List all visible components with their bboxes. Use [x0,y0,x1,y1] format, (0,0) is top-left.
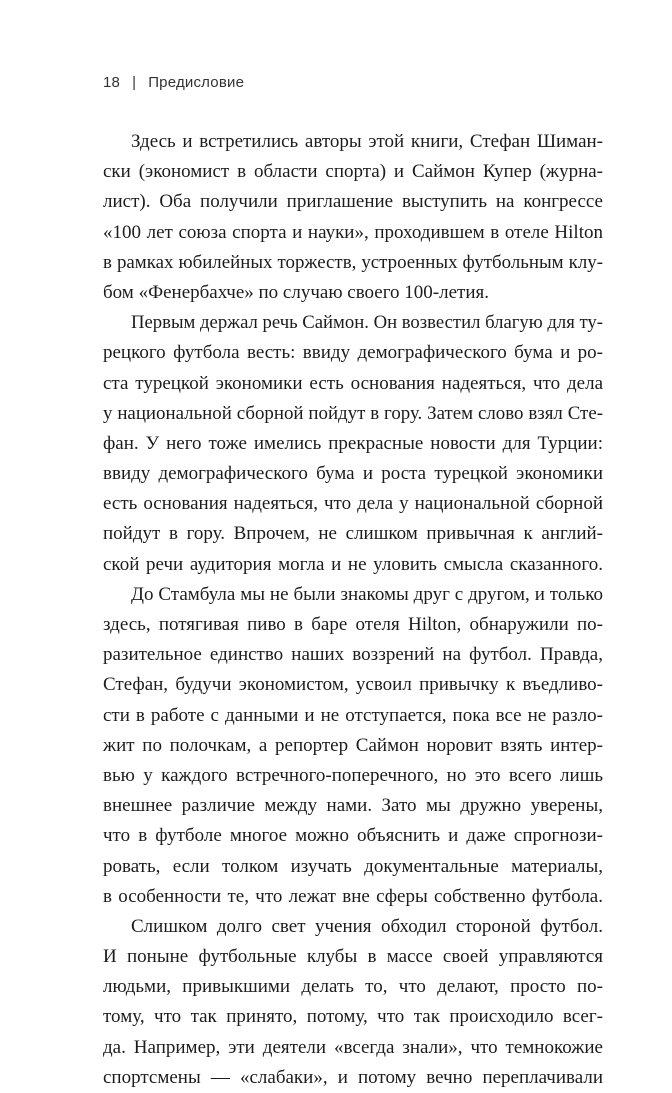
text-line: разительное единство наших воззрений на футбол. Правда, [103,644,603,666]
text-line: да. Например, эти деятели «всегда знали», что темнокожие [103,1036,603,1058]
paragraph [103,308,603,580]
text-line: ровать, если толком изучать документальные материалы, [103,855,603,877]
text-line: у национальной сборной пойдут в гору. Затем слово взял Сте- [103,402,603,424]
text-line: спортсмены — «слабаки», и потому вечно переплачивали [103,1066,603,1088]
text-line: ской речи аудитория могла и не уловить смысла сказанного. [103,553,603,575]
body-text [103,127,603,1093]
text-line: людьми, привыкшими делать то, что делают, просто по- [103,976,603,998]
paragraph [103,127,603,308]
text-line: внешнее различие между нами. Зато мы дружно уверены, [103,795,603,817]
paragraph [103,912,603,1093]
text-line: в рамках юбилейных торжеств, устроенных футбольным клу- [103,251,603,273]
text-line: жит по полочкам, а репортер Саймон норовит взять интер- [103,734,603,756]
text-line: здесь, потягивая пиво в баре отеля Hilton, обнаружили по- [103,614,603,635]
text-line: тому, что так принято, потому, что так происходило всег- [103,1006,603,1028]
paragraph [103,580,603,912]
section-title: Предисловие [148,74,245,91]
text-line: фан. У него тоже имелись прекрасные новости для Турции: [103,432,603,454]
text-line: лист). Оба получили приглашение выступить на конгрессе [103,191,603,213]
text-line: пойдут в гору. Впрочем, не слишком привычная к англий- [103,523,603,545]
text-line: Слишком долго свет учения обходил стороной футбол. [131,915,603,937]
running-head [103,74,244,91]
text-line: Стефан, будучи экономистом, усвоил привычку к въедливо- [103,674,603,696]
text-line: вью у каждого встречного-поперечного, но это всего лишь [103,764,603,786]
text-line: «100 лет союза спорта и науки», проходившем в отеле Hilton [103,221,603,243]
text-line: ста турецкой экономики есть основания надеяться, что дела [103,372,603,394]
text-line: есть основания надеяться, что дела у национальной сборной [103,493,603,515]
text-line: в особенности те, что лежат вне сферы собственно футбола. [103,885,603,907]
text-line: Здесь и встретились авторы этой книги, Стефан Шиман- [131,131,603,152]
text-line: Первым держал речь Саймон. Он возвестил благую для ту- [131,312,603,334]
header-separator: | [132,74,137,91]
text-line: что в футболе многое можно объяснить и даже спрогнози- [103,825,603,847]
page-number: 18 [103,74,121,91]
text-line: сти в работе с данными и не отступается, пока все не разло- [103,704,603,726]
text-line: ски (экономист в области спорта) и Саймон Купер (журна- [103,161,603,183]
text-line: И поныне футбольные клубы в массе своей управляются [103,946,603,968]
text-line: рецкого футбола весть: ввиду демографического бума и ро- [103,342,603,364]
text-line: бом «Фенербахче» по случаю своего 100-летия. [103,281,489,303]
text-line: ввиду демографического бума и роста турецкой экономики [103,463,603,485]
text-line: До Стамбула мы не были знакомы друг с другом, и только [131,583,603,605]
